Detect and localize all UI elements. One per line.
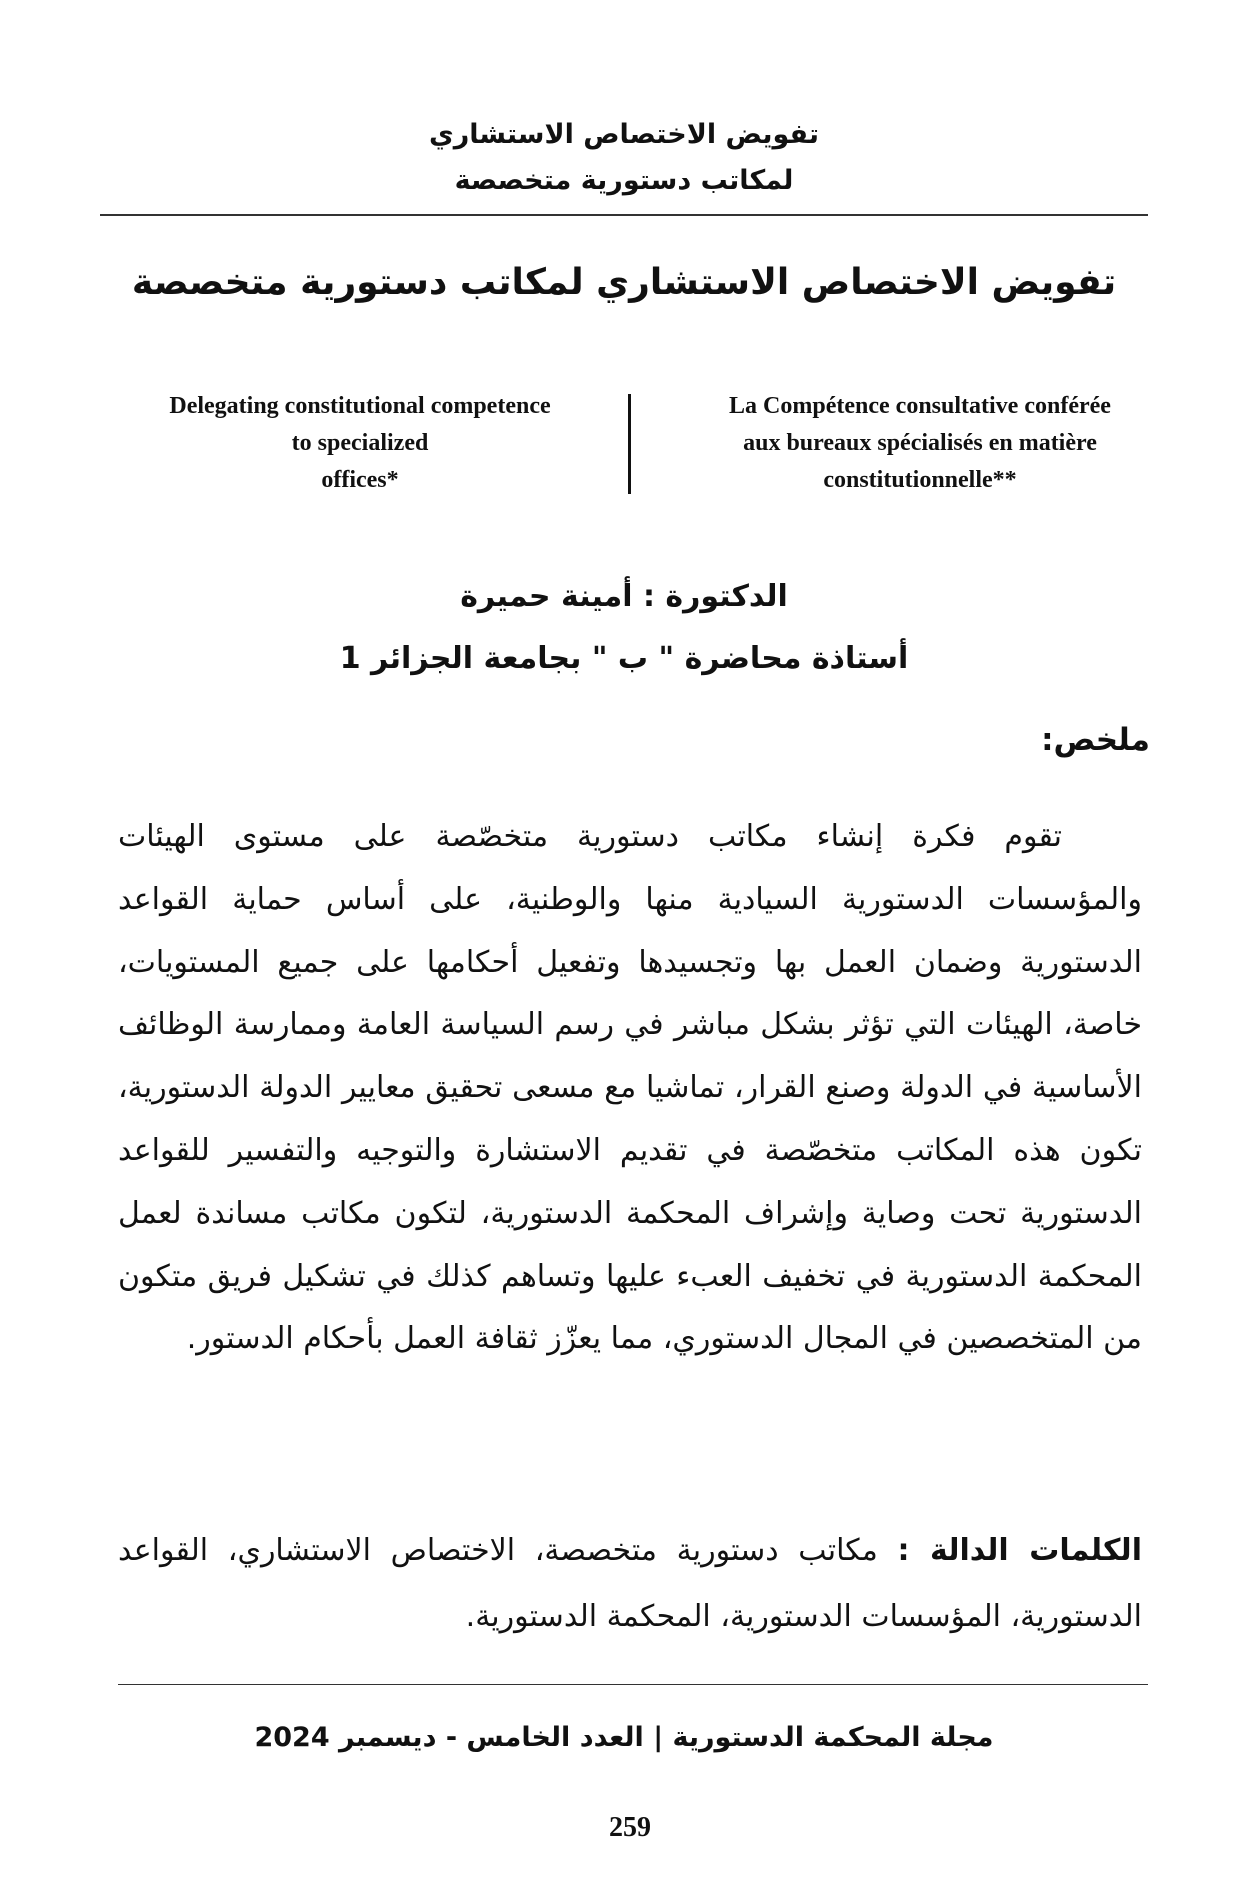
running-header-line1: تفويض الاختصاص الاستشاري bbox=[428, 119, 819, 150]
journal-footer: مجلة المحكمة الدستورية | العدد الخامس - ديسمبر 2024 bbox=[254, 1722, 994, 1753]
english-title-line: offices* bbox=[321, 467, 399, 493]
footer-rule bbox=[118, 1684, 1148, 1685]
author-name: الدكتورة : أمينة حميرة bbox=[460, 579, 788, 614]
french-title bbox=[670, 388, 1170, 499]
author-block bbox=[100, 566, 1148, 690]
keywords bbox=[118, 1518, 1142, 1650]
french-title-line: constitutionnelle** bbox=[823, 467, 1017, 493]
running-header-line2: لمكاتب دستورية متخصصة bbox=[454, 165, 794, 196]
article-title: تفويض الاختصاص الاستشاري لمكاتب دستورية متخصصة bbox=[131, 262, 1117, 303]
page-number: 259 bbox=[609, 1812, 651, 1843]
header-rule bbox=[100, 214, 1148, 216]
keywords-text: مكاتب دستورية متخصصة، الاختصاص الاستشاري، القواعد الدستورية، المؤسسات الدستورية، المحكمة الدستورية. bbox=[118, 1533, 1142, 1634]
english-title bbox=[110, 388, 610, 499]
abstract-text: تقوم فكرة إنشاء مكاتب دستورية متخصّصة على مستوى الهيئات والمؤسسات الدستورية السيادية منها والوطنية، على أساس حماية القواعد الدستورية وضمان العمل بها وتجسيدها وتفعيل أحكامها على جميع المستويات، خاصة، الهيئات التي تؤثر بشكل مباشر في رسم السياسة العامة وممارسة الوظائف الأساسية في الدولة وصنع القرار، تماشيا مع مسعى تحقيق معايير الدولة الدستورية، تكون هذه المكاتب متخصّصة في تقديم الاستشارة والتوجيه والتفسير للقواعد الدستورية تحت وصاية وإشراف المحكمة الدستورية، لتكون مكاتب مساندة لعمل المحكمة الدستورية في تخفيف العبء عليها وتساهم كذلك في تشكيل فريق متكون من المتخصصين في المجال الدستوري، مما يعزّز ثقافة العمل بأحكام الدستور. bbox=[118, 819, 1142, 1357]
french-title-line: La Compétence consultative conférée bbox=[729, 393, 1111, 419]
abstract-body bbox=[118, 806, 1142, 1371]
author-affiliation: أستاذة محاضرة " ب " بجامعة الجزائر 1 bbox=[339, 641, 909, 676]
title-divider bbox=[628, 394, 631, 494]
english-title-line: to specialized bbox=[291, 430, 429, 456]
abstract-heading: ملخص: bbox=[1041, 722, 1150, 758]
english-title-line: Delegating constitutional competence bbox=[169, 393, 551, 419]
french-title-line: aux bureaux spécialisés en matière bbox=[743, 430, 1097, 456]
running-header bbox=[100, 112, 1148, 204]
keywords-label: الكلمات الدالة : bbox=[897, 1533, 1142, 1568]
